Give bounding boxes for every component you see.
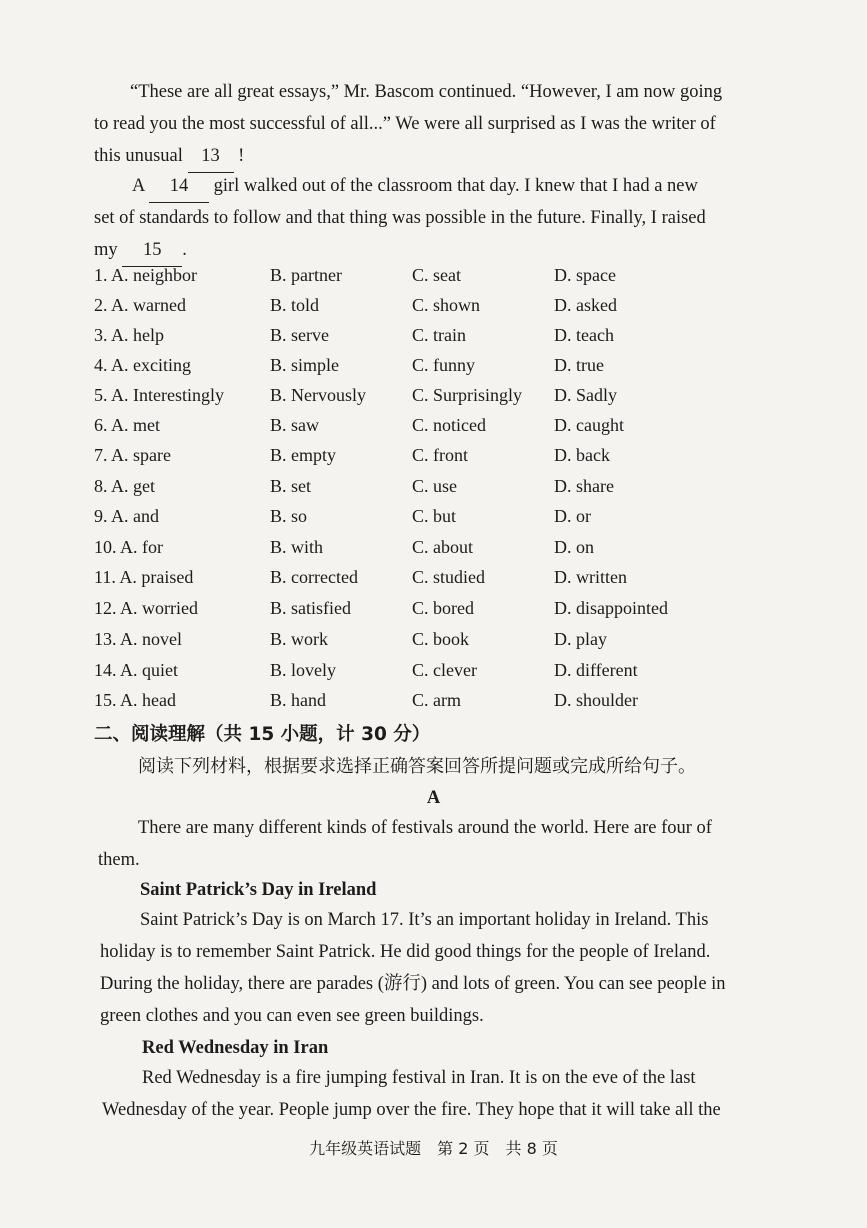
subheading: Red Wednesday in Iran — [142, 1038, 329, 1058]
reading-line: them. — [98, 850, 140, 870]
option-d: D. on — [554, 537, 594, 557]
option-a: 15. A. head — [94, 690, 176, 710]
reading-line: Red Wednesday is a fire jumping festival in Iran. It is on the eve of the last — [142, 1068, 696, 1088]
passage-text: girl walked out of the classroom that day. I knew that I had a new — [213, 176, 698, 196]
option-b: B. set — [270, 476, 312, 496]
blank-15: 15 — [122, 234, 182, 267]
option-row — [94, 440, 714, 470]
option-c: C. book — [412, 629, 470, 649]
reading-line: holiday is to remember Saint Patrick. He did good things for the people of Ireland. — [100, 942, 711, 962]
option-d: D. written — [554, 567, 627, 587]
option-b: B. empty — [270, 445, 336, 465]
option-b: B. partner — [270, 265, 342, 285]
option-a: 13. A. novel — [94, 629, 182, 649]
option-row — [94, 290, 714, 320]
passage-text: this unusual — [94, 146, 183, 166]
option-b: B. Nervously — [270, 385, 366, 405]
option-b: B. with — [270, 537, 324, 557]
reading-line: Wednesday of the year. People jump over the fire. They hope that it will take all the — [102, 1100, 721, 1120]
option-c: C. arm — [412, 690, 461, 710]
option-c: C. clever — [412, 660, 477, 680]
section-instruction: 阅读下列材料，根据要求选择正确答案回答所提问题或完成所给句子。 — [138, 756, 696, 777]
option-a: 12. A. worried — [94, 598, 198, 618]
option-d: D. back — [554, 445, 610, 465]
option-row — [94, 471, 714, 501]
section-title: 二、阅读理解（共 15 小题，计 30 分） — [94, 724, 431, 745]
blank-14: 14 — [149, 170, 209, 203]
option-b: B. serve — [270, 325, 329, 345]
reading-line: There are many different kinds of festivals around the world. Here are four of — [138, 818, 712, 838]
option-a: 1. A. neighbor — [94, 265, 197, 285]
option-d: D. caught — [554, 415, 624, 435]
option-b: B. simple — [270, 355, 340, 375]
passage-label: A — [426, 788, 441, 808]
option-row — [94, 655, 714, 685]
option-d: D. disappointed — [554, 598, 668, 618]
passage-line: set of standards to follow and that thing was possible in the future. Finally, I raised — [94, 208, 706, 228]
option-c: C. use — [412, 476, 457, 496]
option-row — [94, 562, 714, 592]
option-a: 8. A. get — [94, 476, 155, 496]
reading-line: Saint Patrick’s Day is on March 17. It’s an important holiday in Ireland. This — [140, 910, 709, 930]
option-d: D. share — [554, 476, 614, 496]
option-c: C. studied — [412, 567, 486, 587]
option-a: 6. A. met — [94, 415, 160, 435]
option-b: B. corrected — [270, 567, 358, 587]
option-row — [94, 380, 714, 410]
option-c: C. front — [412, 445, 468, 465]
option-row — [94, 624, 714, 654]
option-a: 2. A. warned — [94, 295, 186, 315]
option-row — [94, 350, 714, 380]
page-footer: 九年级英语试题 第 2 页 共 8 页 — [309, 1139, 558, 1158]
option-b: B. saw — [270, 415, 319, 435]
option-a: 10. A. for — [94, 537, 163, 557]
subheading: Saint Patrick’s Day in Ireland — [140, 880, 377, 900]
option-d: D. space — [554, 265, 616, 285]
option-d: D. teach — [554, 325, 614, 345]
option-d: D. shoulder — [554, 690, 638, 710]
option-row — [94, 593, 714, 623]
passage-line — [132, 170, 698, 203]
option-a: 3. A. help — [94, 325, 164, 345]
passage-text: A — [132, 176, 145, 196]
option-c: C. seat — [412, 265, 461, 285]
option-b: B. lovely — [270, 660, 336, 680]
passage-line: to read you the most successful of all...” We were all surprised as I was the writer of — [94, 114, 716, 134]
passage-text: . — [182, 240, 187, 260]
option-b: B. so — [270, 506, 308, 526]
option-d: D. Sadly — [554, 385, 617, 405]
option-c: C. funny — [412, 355, 475, 375]
option-c: C. but — [412, 506, 457, 526]
passage-text: ! — [238, 146, 245, 166]
option-a: 5. A. Interestingly — [94, 385, 224, 405]
option-b: B. work — [270, 629, 328, 649]
option-c: C. about — [412, 537, 473, 557]
reading-line: During the holiday, there are parades (游行) and lots of green. You can see people in — [100, 974, 726, 994]
option-a: 9. A. and — [94, 506, 159, 526]
option-a: 4. A. exciting — [94, 355, 191, 375]
option-row — [94, 260, 714, 290]
option-row — [94, 685, 714, 715]
option-d: D. or — [554, 506, 591, 526]
option-b: B. satisfied — [270, 598, 351, 618]
option-b: B. told — [270, 295, 320, 315]
reading-line: green clothes and you can even see green buildings. — [100, 1006, 484, 1026]
passage-line: “These are all great essays,” Mr. Bascom continued. “However, I am now going — [130, 82, 723, 102]
option-b: B. hand — [270, 690, 326, 710]
option-c: C. shown — [412, 295, 481, 315]
option-a: 11. A. praised — [94, 567, 194, 587]
option-a: 14. A. quiet — [94, 660, 178, 680]
option-row — [94, 410, 714, 440]
option-d: D. asked — [554, 295, 617, 315]
option-d: D. different — [554, 660, 638, 680]
blank-13: 13 — [188, 140, 234, 173]
option-c: C. noticed — [412, 415, 486, 435]
option-a: 7. A. spare — [94, 445, 171, 465]
option-row — [94, 532, 714, 562]
option-row — [94, 320, 714, 350]
passage-line — [94, 140, 244, 173]
option-d: D. play — [554, 629, 607, 649]
option-row — [94, 501, 714, 531]
passage-text: my — [94, 240, 118, 260]
option-c: C. Surprisingly — [412, 385, 523, 405]
option-c: C. bored — [412, 598, 474, 618]
option-c: C. train — [412, 325, 466, 345]
option-d: D. true — [554, 355, 604, 375]
